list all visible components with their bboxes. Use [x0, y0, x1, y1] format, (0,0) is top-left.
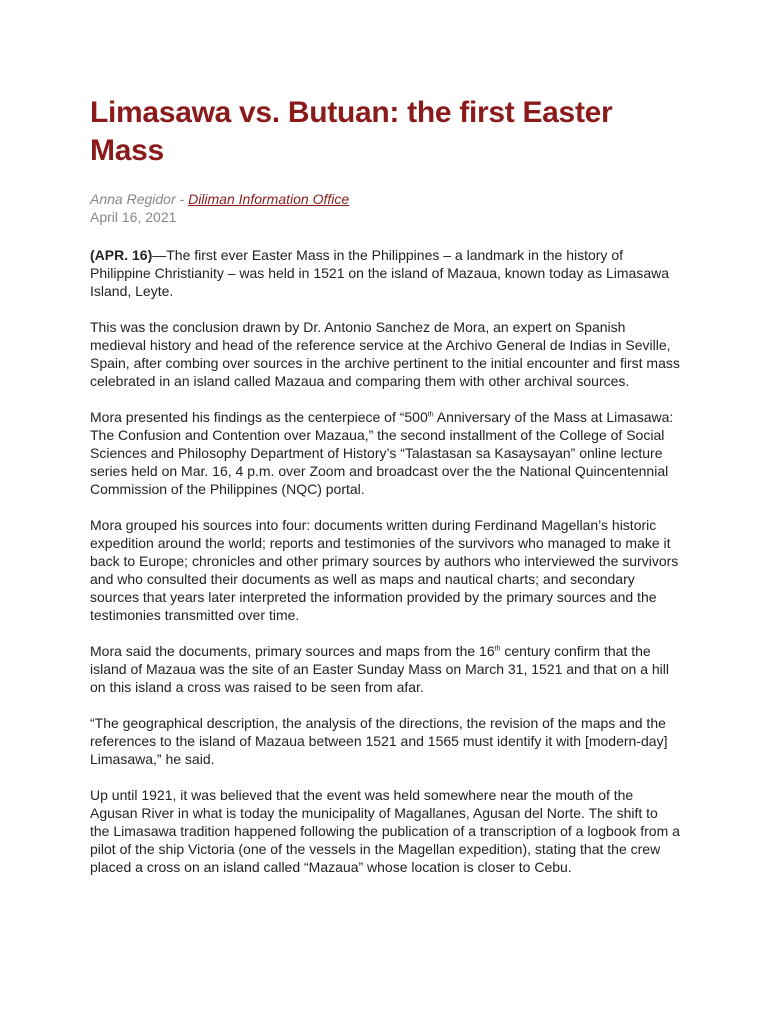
byline: [90, 190, 680, 208]
paragraph-7: Up until 1921, it was believed that the event was held somewhere near the mouth of the Agusan River in what is today the municipality of Magallanes, Agusan del Norte. The shift to the Limasawa tradition happened following the publication of a transcription of a logbook from a pilot of the ship Victoria (one of the vessels in the Magellan expedition), stating that the crew placed a cross on an island called “Mazaua” whose location is closer to Cebu.: [90, 787, 680, 875]
publish-date: April 16, 2021: [90, 209, 177, 225]
paragraph-1: [90, 246, 680, 300]
paragraph-1-text: —The first ever Easter Mass in the Philippines – a landmark in the history of Philippine Christianity – was held in 1521 on the island of Mazaua, known today as Limasawa Island, Leyte.: [90, 247, 670, 299]
paragraph-5: [90, 642, 680, 696]
ordinal-suffix: th: [494, 645, 501, 653]
byline-separator: -: [175, 191, 189, 207]
author-name: Anna Regidor: [90, 191, 176, 207]
article-title: Limasawa vs. Butuan: the first Easter Mass: [90, 96, 613, 167]
paragraph-5-text-b: century confirm that the island of Mazaua was the site of an Easter Sunday Mass on March 31, 1521 and that on a hill on this island a cross was raised to be seen from afar.: [90, 643, 670, 695]
office-link[interactable]: Diliman Information Office: [188, 191, 350, 207]
article-body: [90, 246, 680, 876]
paragraph-6: “The geographical description, the analysis of the directions, the revision of the maps and the references to the island of Mazaua between 1521 and 1565 must identify it with [modern-day] Limasawa,” he said.: [90, 715, 668, 767]
ordinal-suffix: th: [427, 411, 434, 419]
paragraph-3: [90, 408, 680, 498]
dateline-tag: (APR. 16): [90, 247, 153, 263]
paragraph-4: Mora grouped his sources into four: documents written during Ferdinand Magellan’s historic expedition around the world; reports and testimonies of the survivors who managed to make it back to Europe; chronicles and other primary sources by authors who interviewed the survivors and who consulted their documents as well as maps and nautical charts; and secondary sources that years later interpreted the information provided by the primary sources and the testimonies transmitted over time.: [90, 517, 679, 623]
paragraph-5-text-a: Mora said the documents, primary sources and maps from the 16: [90, 643, 495, 659]
article-page: [90, 94, 680, 894]
paragraph-2: This was the conclusion drawn by Dr. Antonio Sanchez de Mora, an expert on Spanish medieval history and head of the reference service at the Archivo General de Indias in Seville, Spain, after combing over sources in the archive pertinent to the initial encounter and first mass celebrated in an island called Mazaua and comparing them with other archival sources.: [90, 319, 680, 389]
paragraph-3-text-b: Anniversary of the Mass at Limasawa: The Confusion and Contention over Mazaua,” the second installment of the College of Social Sciences and Philosophy Department of History’s “Talastasan sa Kasaysayan” online lecture series held on Mar. 16, 4 p.m. over Zoom and broadcast over the the National Quincentennial Commission of the Philippines (NQC) portal.: [90, 409, 674, 497]
paragraph-3-text-a: Mora presented his findings as the centerpiece of “500: [90, 409, 428, 425]
